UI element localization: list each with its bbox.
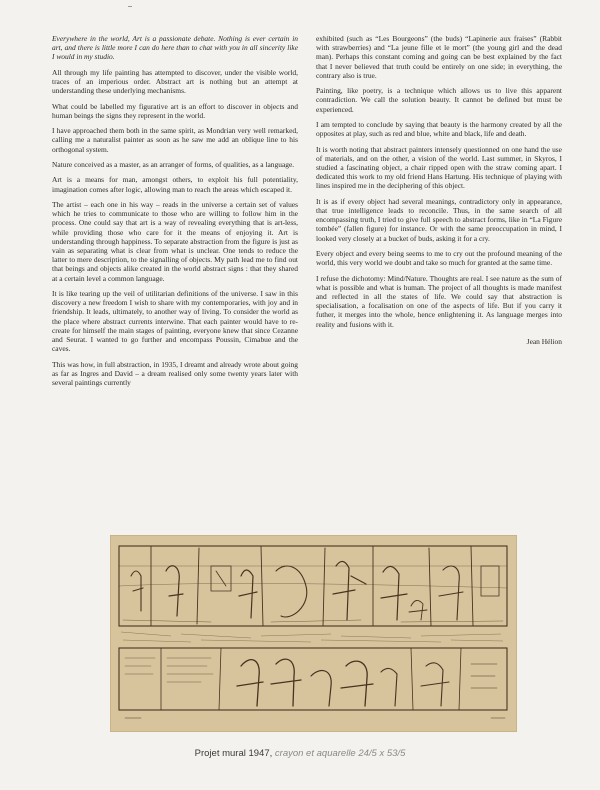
article-body: [52, 34, 562, 494]
paragraph: Every object and every being seems to me to cry out the profound meaning of the world, this very world we doubt and take so much for granted at the same time.: [316, 249, 562, 268]
caption-detail: crayon et aquarelle 24/5 x 53/5: [274, 748, 406, 759]
paragraph: What could be labelled my figurative art is an effort to discover in objects and human beings the signs they represent in the world.: [52, 101, 298, 120]
paragraph: I am tempted to conclude by saying that beauty is the harmony created by all the opposites at play, such as red and blue, white and black, life and death.: [316, 120, 562, 139]
right-column: [316, 34, 562, 494]
paragraph: All through my life painting has attempted to discover, under the visible world, traces of an imperious order. Abstract art is nothing but an attempt at understanding these underlying mechanisms.: [52, 67, 298, 96]
intro-paragraph: Everywhere in the world, Art is a passionate debate. Nothing is ever certain in art, and there is little more I can do here than to chat with you in all sincerity like I would in my studio.: [52, 34, 298, 62]
paragraph: It is like tearing up the veil of utilitarian definitions of the universe. I saw in this discovery a new freedom I wish to share with my contemporaries, with joy and in friendship. It leads, ultimately, to another way of living. To consider the world as the place where abstract currents interwine. That each painter would have to re-create for himself the main stages of painting, everyone knew that since Cezanne and Seurat. I wanted to go further and encompass Poussin, Cimabue and the caves.: [52, 288, 298, 354]
paragraph: Painting, like poetry, is a technique which allows us to live this apparent contradiction. We call the solution beauty. It cannot be defined but must be experienced.: [316, 86, 562, 114]
paragraph: It is as if every object had several meanings, contradictory only in appearance, that true intelligence leads to reconcile. Thus, in the same search of all encompassing truth, I tried to give full speech to abstract forms, like in “La Figure tombée” (fallen figure) for instance. Or with the same preoccupation in mind, I looked very closely at a bucket of buds, asking it for a cry.: [316, 196, 562, 243]
paragraph: Nature conceived as a master, as an arranger of forms, of qualities, as a language.: [52, 159, 295, 169]
left-column: [52, 34, 298, 494]
paragraph: The artist – each one in his way – reads in the universe a certain set of values which he tries to communicate to those who are willing to follow him in the process. One could say that art is a way of revealing everything that is art-less, while providing those who care for it the means of enjoying it. Art is understanding through happiness. To separate abstraction from the figure is just as vain as separating what is clear from what is unclear. One tends to reduce the latter to mere description, to the signalling of objects. My path lead me to find out that beings and objects alike created in the world abstract signs : that they shared at a certain level a common language.: [52, 199, 298, 283]
paragraph: exhibited (such as “Les Bourgeons” (the buds) “Lapinerie aux fraises” (Rabbit with strawberries) and “La jeune fille et le mort” (the young girl and the dead man). Perhaps this constant coming and going can be best explained by the fact that I never believed that truth could be entirely on one side; in everything, the contrary also is true.: [316, 34, 562, 80]
image-caption: [0, 748, 600, 759]
paragraph: This was how, in full abstraction, in 1935, I dreamt and already wrote about going as far as Ingres and David – a dream realised only some twenty years later with several paintings currently: [52, 359, 298, 387]
paragraph: Art is a means for man, amongst others, to exploit his full potentiality, imagination comes after logic, allowing man to reach the areas which escaped it.: [52, 175, 298, 194]
paragraph: I have approached them both in the same spirit, as Mondrian very well remarked, calling me a naturalist painter as soon as he saw me add an oblique line to his orthogonal system.: [52, 126, 298, 154]
signature: Jean Hélion: [526, 336, 562, 346]
paragraph: It is worth noting that abstract painters intensely questionned on one hand the use of materials, and on the other, a vision of the world. Last summer, in Skyros, I studied a fascinating object, a chair ripped open with the straw coming apart. I dedicated this work to my old friend Hans Hartung. His technique of playing with lines inspired me in the deciphering of this object.: [316, 144, 562, 191]
mural-sketch-drawing: [111, 536, 516, 731]
caption-title: Projet mural 1947,: [194, 748, 273, 759]
mural-sketch-image: [110, 535, 517, 732]
corner-mark: [128, 6, 132, 10]
paragraph: I refuse the dichotomy: Mind/Nature. Thoughts are real. I see nature as the sum of what is possible and what is human. The project of all thoughts is made manifest and reflected in all the states of life. We could say that abstraction is specialisation, a focalisation on one of the aspects of life. But if you carry it futher, it merges into the whole, hence enlightening it. As language merges into reality and fusions with it.: [316, 273, 562, 329]
